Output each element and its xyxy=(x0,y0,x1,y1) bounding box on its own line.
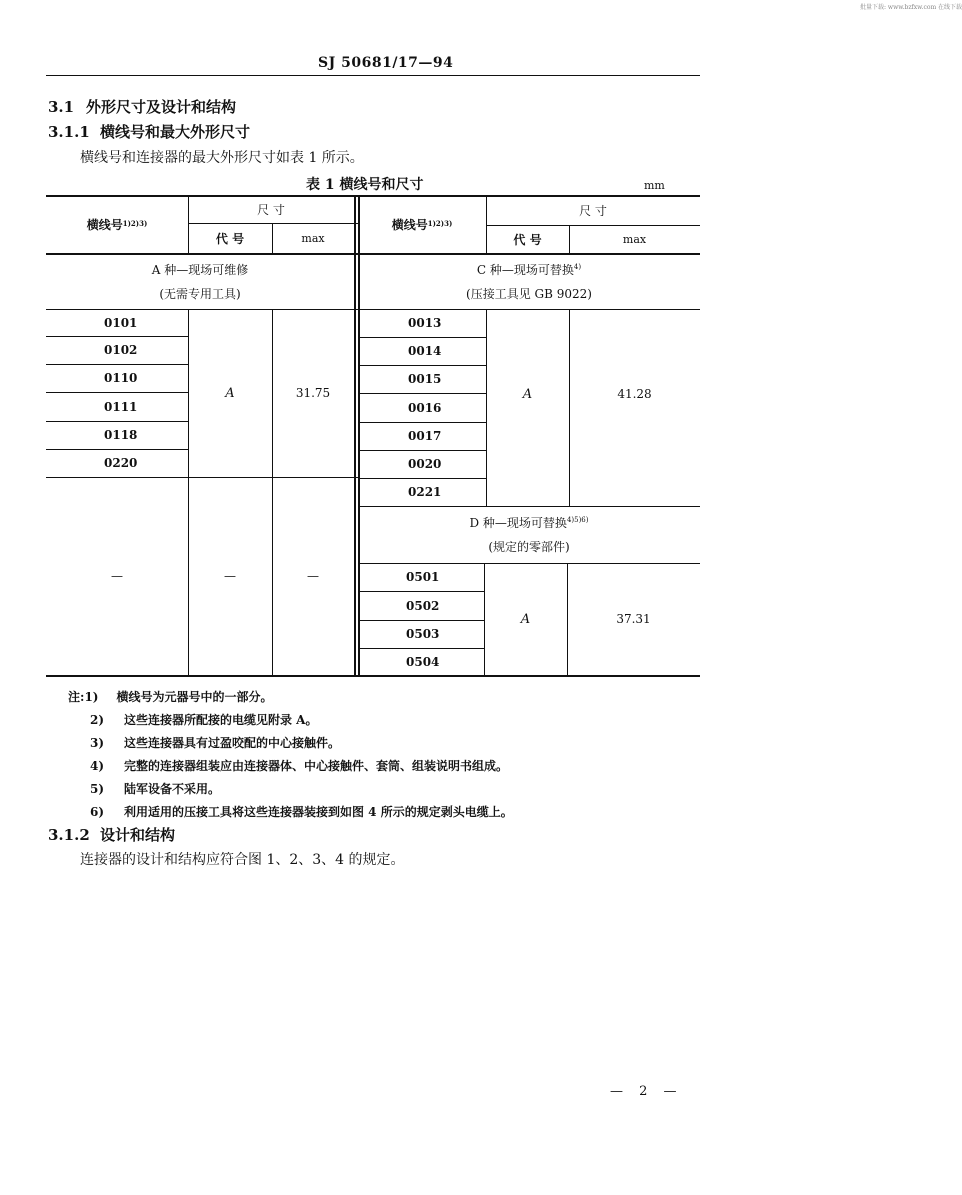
section-number: 3.1.2 xyxy=(48,826,90,844)
header-max-right: max xyxy=(622,232,647,246)
note-number: 6) xyxy=(90,805,105,819)
group-d-max: 37.31 xyxy=(616,612,651,626)
note-text: 陆军设备不采用。 xyxy=(124,782,221,796)
group-c-max: 41.28 xyxy=(617,387,652,401)
footnote-refs: 4) xyxy=(573,262,582,271)
header-rule xyxy=(46,75,700,76)
table-row-c-4: 0016 xyxy=(408,400,442,415)
section-3-1-1-heading xyxy=(48,121,250,142)
header-label: 横线号 xyxy=(391,217,428,232)
table-row-d-2: 0502 xyxy=(406,598,440,613)
header-code-right: 代 号 xyxy=(513,232,542,247)
section-title: 横线号和最大外形尺寸 xyxy=(100,123,251,141)
table-row-d-1: 0501 xyxy=(406,570,440,584)
group-title: A 种—现场可维修 xyxy=(151,262,249,277)
group-a-code: A xyxy=(225,385,235,401)
section-number: 3.1.1 xyxy=(48,123,90,141)
table-bottom-rule xyxy=(46,675,700,677)
note-text: 这些连接器具有过盈咬配的中心接触件。 xyxy=(124,736,341,750)
corner-watermark-note: 批量下载: www.bzfxw.com 在线下载 xyxy=(860,4,962,11)
group-subtitle: (无需专用工具) xyxy=(159,286,241,301)
notes-label: 注: xyxy=(68,690,85,704)
note-number: 3) xyxy=(90,736,105,750)
section-number: 3.1 xyxy=(48,98,75,116)
standard-number: SJ 50681/17—94 xyxy=(318,55,454,71)
group-d-code: A xyxy=(520,611,531,627)
footnote-refs: 4)5)6) xyxy=(566,516,589,524)
note-number: 5) xyxy=(90,782,105,796)
group-subtitle: (规定的零部件) xyxy=(488,540,570,554)
header-dimension-right: 尺 寸 xyxy=(579,203,607,218)
note-3 xyxy=(90,734,340,751)
section-3-1-heading xyxy=(48,96,236,117)
table-row-a-5: 0118 xyxy=(104,428,138,442)
header-dimension-left: 尺 寸 xyxy=(257,202,285,217)
section-3-1-1-text: 横线号和连接器的最大外形尺寸如表 1 所示。 xyxy=(80,150,364,166)
header-max-left: max xyxy=(301,231,325,245)
group-a-max: 31.75 xyxy=(295,386,331,400)
table-row-a-3: 0110 xyxy=(104,371,138,385)
note-text: 横线号为元器号中的一部分。 xyxy=(116,690,273,704)
note-text: 利用适用的压接工具将这些连接器装接到如图 4 所示的规定剥头电缆上。 xyxy=(124,805,513,819)
table-row-a-4: 0111 xyxy=(104,399,138,414)
note-6 xyxy=(90,803,513,820)
table-row-c-1: 0013 xyxy=(408,316,442,330)
section-title: 外形尺寸及设计和结构 xyxy=(86,98,237,116)
table-row-c-5: 0017 xyxy=(408,429,442,443)
note-number: 4) xyxy=(90,759,105,773)
table-row-c-6: 0020 xyxy=(408,457,442,471)
center-double-rule xyxy=(354,195,356,677)
header-code-left: 代 号 xyxy=(215,231,245,246)
group-a-title xyxy=(46,254,354,309)
header-dash-number-right: 横线号 1)2)3) xyxy=(391,217,453,232)
group-title: D 种—现场可替换 xyxy=(469,516,567,530)
table-row-a-2: 0102 xyxy=(104,343,138,357)
table-row-d-4: 0504 xyxy=(406,654,440,669)
empty-dash-cell: — xyxy=(111,569,123,583)
section-title: 设计和结构 xyxy=(100,826,176,844)
table-unit: mm xyxy=(644,179,665,192)
group-title: C 种—现场可替换 xyxy=(476,262,574,277)
note-1 xyxy=(68,688,272,705)
empty-max-cell: — xyxy=(307,569,319,583)
note-number: 1) xyxy=(84,690,99,704)
empty-code-cell: — xyxy=(224,569,236,583)
section-3-1-2-heading xyxy=(48,824,175,845)
table-row-c-2: 0014 xyxy=(408,344,442,358)
note-number: 2) xyxy=(90,713,105,727)
group-subtitle: (压接工具见 GB 9022) xyxy=(466,286,592,301)
table-row-a-1: 0101 xyxy=(104,315,138,330)
header-label: 横线号 xyxy=(86,217,123,232)
table-row-a-6: 0220 xyxy=(104,456,138,470)
table-caption: 表 1 横线号和尺寸 xyxy=(306,177,424,193)
group-c-code: A xyxy=(522,386,533,402)
table-row-d-3: 0503 xyxy=(406,627,440,641)
dash-number-table xyxy=(46,195,700,677)
note-4 xyxy=(90,757,508,774)
note-text: 这些连接器所配接的电缆见附录 A。 xyxy=(124,713,318,727)
table-row-c-3: 0015 xyxy=(408,372,442,386)
group-c-title xyxy=(358,254,700,309)
note-2 xyxy=(90,711,318,728)
table-row-c-7: 0221 xyxy=(408,485,442,499)
group-d-title xyxy=(358,507,700,563)
header-dash-number-left: 横线号 1)2)3) xyxy=(86,217,148,232)
page-number: — 2 — xyxy=(610,1084,683,1099)
note-5 xyxy=(90,780,220,797)
note-text: 完整的连接器组装应由连接器体、中心接触件、套筒、组装说明书组成。 xyxy=(124,759,509,773)
section-3-1-2-text: 连接器的设计和结构应符合图 1、2、3、4 的规定。 xyxy=(80,852,405,868)
